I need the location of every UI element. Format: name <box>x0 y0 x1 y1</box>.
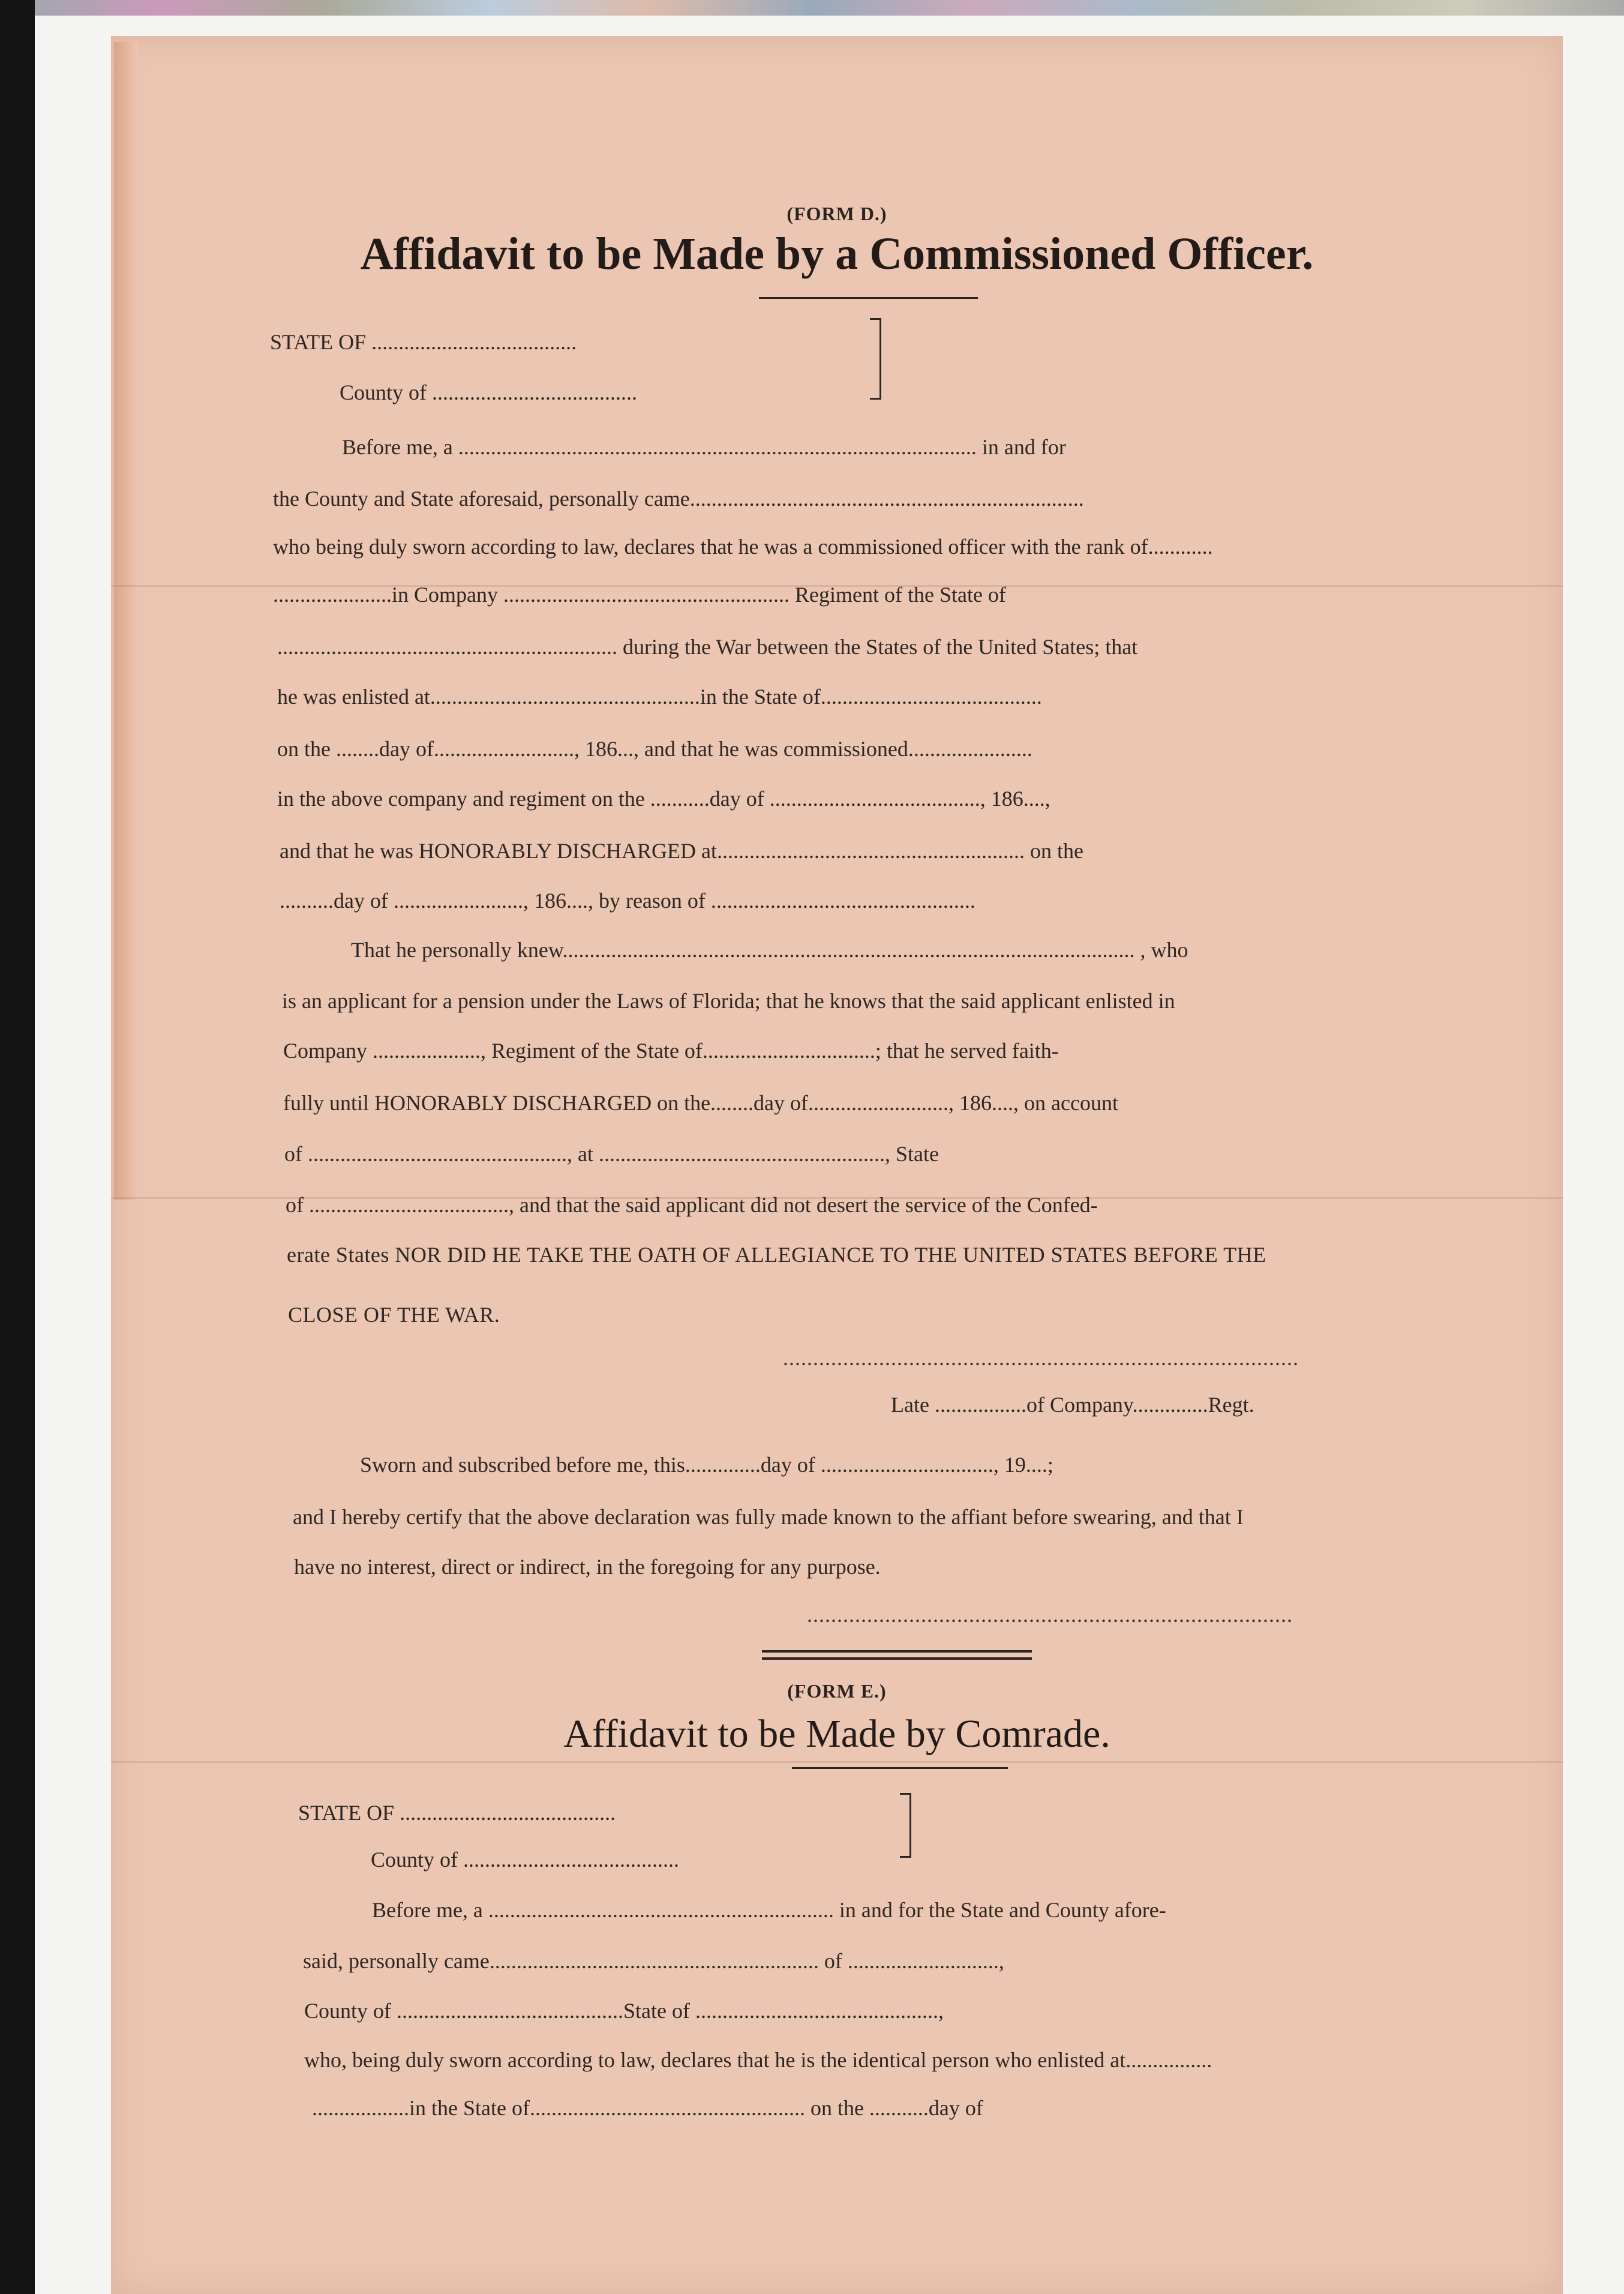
form-d-line: Before me, a ................................................................................................ in and for <box>342 435 1066 459</box>
form-d-line: the County and State aforesaid, personally came......................................................................... <box>273 487 1084 511</box>
form-d-line: CLOSE OF THE WAR. <box>288 1303 500 1327</box>
bracket <box>870 318 881 400</box>
form-d-line: fully until HONORABLY DISCHARGED on the........day of.........................., 186...., on account <box>283 1091 1118 1115</box>
section-divider <box>762 1650 1032 1653</box>
form-d-line: County of ...................................... <box>340 380 638 404</box>
form-d-title: Affidavit to be Made by a Commissioned Officer. <box>360 229 1314 279</box>
form-e-line: STATE OF ........................................ <box>298 1801 616 1825</box>
form-d-line: of ....................................., and that the said applicant did not desert the service of the Confed- <box>286 1193 1098 1217</box>
scanner-top-edge <box>0 0 1624 16</box>
form-d-line: erate States NOR DID HE TAKE THE OATH OF ALLEGIANCE TO THE UNITED STATES BEFORE THE <box>287 1243 1266 1267</box>
form-e-label: (FORM E.) <box>787 1680 887 1702</box>
form-d-line: STATE OF ...................................... <box>270 330 577 354</box>
form-d-line: That he personally knew.......................................................................................................... , who <box>351 938 1188 962</box>
form-d-line: Sworn and subscribed before me, this..............day of ................................, 19....; <box>360 1453 1053 1477</box>
title-underline <box>792 1767 1008 1769</box>
form-e-title: Affidavit to be Made by Comrade. <box>563 1712 1110 1756</box>
form-e-line: County of ........................................ <box>371 1848 680 1872</box>
form-d-line: Late .................of Company..............Regt. <box>891 1393 1254 1417</box>
signature-line: ...................................................................................... <box>783 1346 1299 1370</box>
form-d-line: and I hereby certify that the above declaration was fully made known to the affiant before swearing, and that I <box>293 1505 1244 1529</box>
form-d-line: who being duly sworn according to law, declares that he was a commissioned officer with the rank of............ <box>273 535 1213 559</box>
form-e-line: Before me, a ................................................................ in and for the State and County afore- <box>372 1898 1166 1922</box>
form-d-line: and that he was HONORABLY DISCHARGED at......................................................... on the <box>280 839 1083 863</box>
form-e-line: who, being duly sworn according to law, declares that he is the identical person who enlisted at................ <box>304 2048 1212 2072</box>
paper-crease <box>111 1761 1563 1763</box>
form-d-line: in the above company and regiment on the ...........day of ......................................., 186...., <box>277 787 1050 811</box>
form-e-line: County of ..........................................State of ............................................., <box>304 1999 944 2023</box>
form-e-line: said, personally came............................................................. of ............................, <box>303 1949 1004 1973</box>
form-d-line: of ................................................, at ....................................................., State <box>284 1142 939 1166</box>
form-d-line: Company ...................., Regiment of the State of................................; that he served faith- <box>283 1039 1059 1063</box>
form-d-line: ......................in Company ..................................................... Regiment of the State of <box>273 583 1006 607</box>
form-d-line: he was enlisted at..................................................in the State of......................................... <box>277 685 1042 709</box>
form-d-line: ..........day of ........................, 186...., by reason of ................................................. <box>280 889 975 913</box>
title-underline <box>759 297 978 299</box>
form-d-label: (FORM D.) <box>787 203 887 224</box>
bracket <box>900 1793 911 1858</box>
form-d-line: ............................................................... during the War between the States of the United States; that <box>277 635 1138 659</box>
signature-line: ................................................................................. <box>807 1603 1293 1627</box>
section-divider <box>762 1657 1032 1660</box>
form-d-line: have no interest, direct or indirect, in the foregoing for any purpose. <box>294 1555 881 1579</box>
form-d-line: is an applicant for a pension under the Laws of Florida; that he knows that the said applicant enlisted in <box>282 989 1175 1013</box>
form-d-line: on the ........day of.........................., 186..., and that he was commissioned....................... <box>277 737 1032 761</box>
scanner-left-edge <box>0 0 35 2294</box>
form-e-line: ..................in the State of................................................... on the ...........day of <box>312 2096 983 2120</box>
